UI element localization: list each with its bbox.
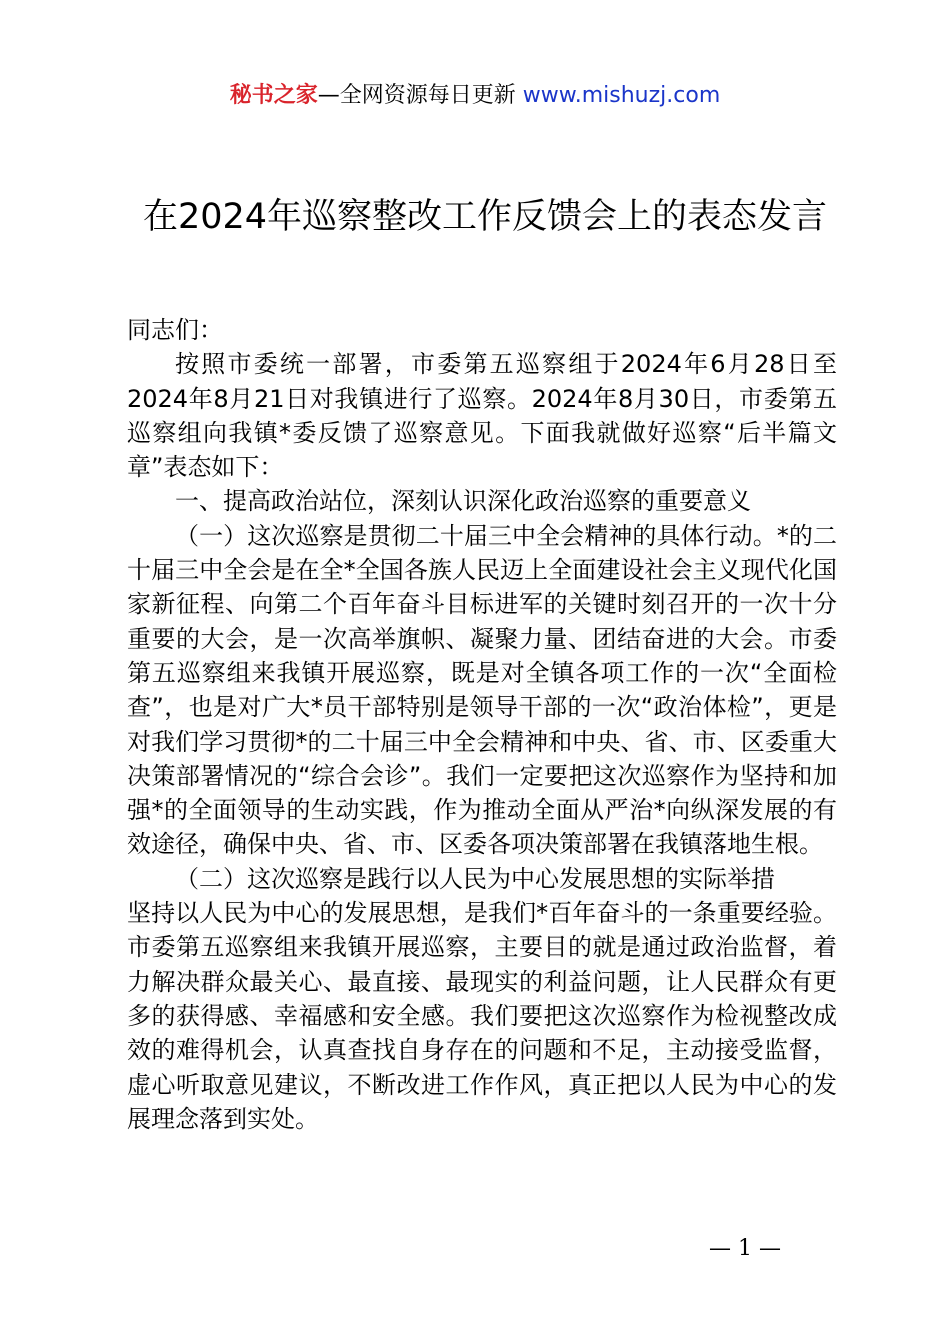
document-body	[127, 313, 837, 1136]
paragraph-subsection-1: （一）这次巡察是贯彻二十届三中全会精神的具体行动。*的二十届三中全会是在全*全国各族人民迈上全面建设社会主义现代化国家新征程、向第二个百年奋斗目标进军的关键时刻召开的一次十分重要的大会，是一次高举旗帜、凝聚力量、团结奋进的大会。市委第五巡察组来我镇开展巡察，既是对全镇各项工作的一次“全面检查”，也是对广大*员干部特别是领导干部的一次“政治体检”，更是对我们学习贯彻*的二十届三中全会精神和中央、省、市、区委重大决策部署情况的“综合会诊”。我们一定要把这次巡察作为坚持和加强*的全面领导的生动实践，作为推动全面从严治*向纵深发展的有效途径，确保中央、省、市、区委各项决策部署在我镇落地生根。	[127, 521, 837, 859]
paragraph-subsection-2: 坚持以人民为中心的发展思想，是我们*百年奋斗的一条重要经验。市委第五巡察组来我镇开展巡察，主要目的就是通过政治监督，着力解决群众最关心、最直接、最现实的利益问题，让人民群众有更多的获得感、幸福感和安全感。我们要把这次巡察作为检视整改成效的难得机会，认真查找自身存在的问题和不足，主动接受监督，虚心听取意见建议，不断改进工作作风，真正把以人民为中心的发展理念落到实处。	[127, 899, 837, 1133]
section-heading-1: 一、提高政治站位，深刻认识深化政治巡察的重要意义	[175, 487, 751, 516]
paragraph-intro: 按照市委统一部署，市委第五巡察组于2024年6月28日至2024年8月21日对我镇进行了巡察。2024年8月30日，市委第五巡察组向我镇*委反馈了巡察意见。下面我就做好巡察“后半篇文章”表态如下：	[127, 350, 837, 482]
site-name: 秘书之家	[229, 83, 318, 108]
document-title: 在2024年巡察整改工作反馈会上的表态发言	[142, 197, 828, 237]
site-url-link[interactable]: www.mishuzj.com	[522, 83, 721, 108]
site-tagline: —全网资源每日更新	[317, 83, 516, 108]
page-number: — 1 —	[709, 1236, 781, 1261]
salutation: 同志们：	[127, 316, 223, 344]
subsection-heading-2: （二）这次巡察是践行以人民为中心发展思想的实际举措	[175, 864, 775, 893]
site-header	[0, 80, 950, 112]
